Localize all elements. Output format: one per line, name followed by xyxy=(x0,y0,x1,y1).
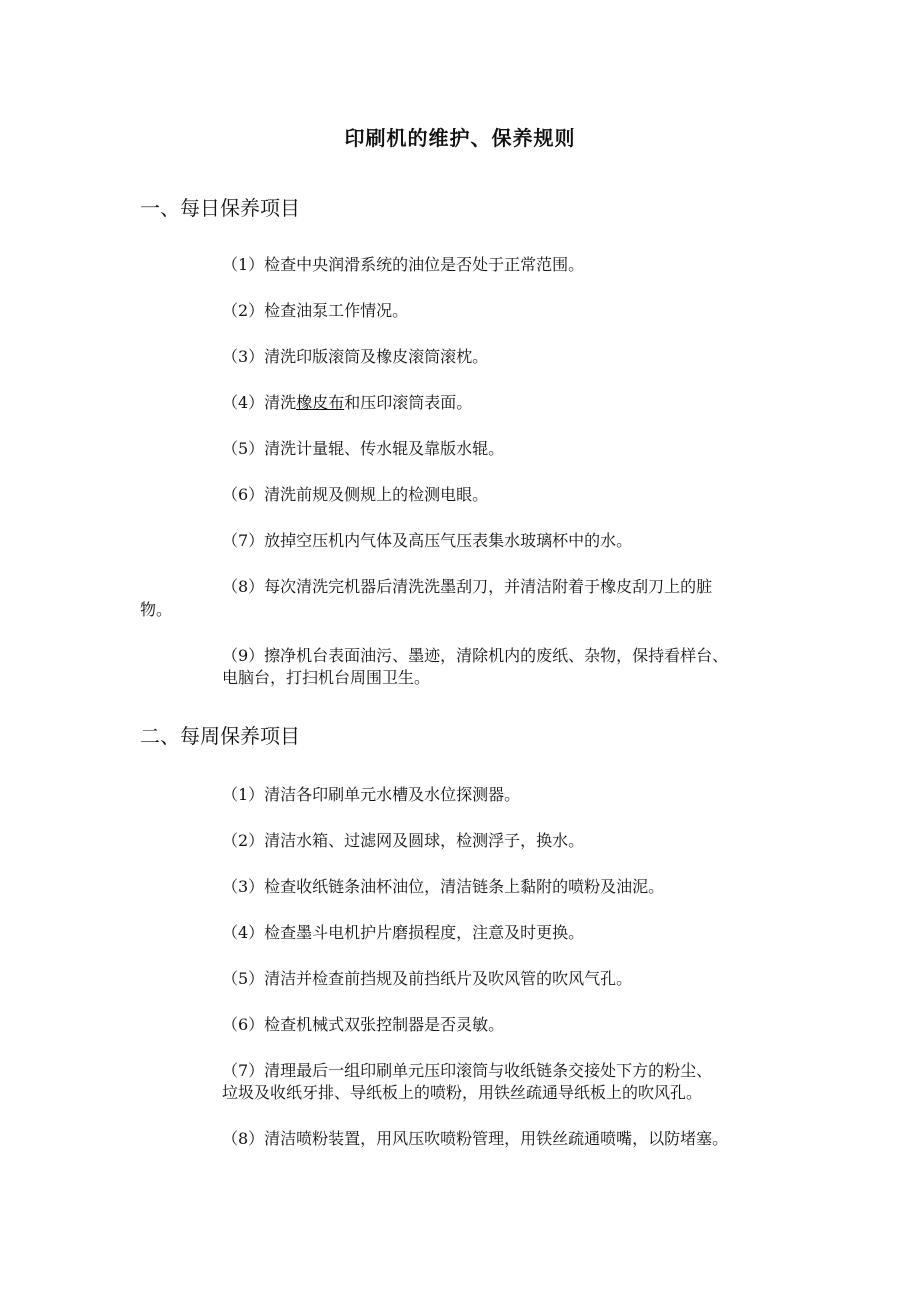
list-item xyxy=(222,645,802,689)
list-item: （3）清洗印版滚筒及橡皮滚筒滚枕。 xyxy=(222,347,489,366)
list-item-line: （8）每次清洗完机器后清洗洗墨刮刀，并清洁附着于橡皮刮刀上的脏 xyxy=(222,577,713,596)
list-item: （1）清洁各印刷单元水槽及水位探测器。 xyxy=(222,785,521,804)
list-item xyxy=(222,1060,802,1104)
list-item: （7）放掉空压机内气体及高压气压表集水玻璃杯中的水。 xyxy=(222,531,633,550)
list-item: （3）检查收纸链条油杯油位，清洁链条上黏附的喷粉及油泥。 xyxy=(222,877,665,896)
list-item-line: 垃圾及收纸牙排、导纸板上的喷粉，用铁丝疏通导纸板上的吹风孔。 xyxy=(222,1083,703,1102)
list-item: （5）清洁并检查前挡规及前挡纸片及吹风管的吹风气孔。 xyxy=(222,969,633,988)
list-item: （2）检查油泵工作情况。 xyxy=(222,301,409,320)
list-item-prefix: （4）清洗 xyxy=(222,393,297,412)
underlined-term: 橡皮布 xyxy=(296,393,345,412)
list-item-line: 电脑台，打扫机台周围卫生。 xyxy=(222,668,431,687)
document-title: 印刷机的维护、保养规则 xyxy=(344,126,576,150)
list-item-line: （9）擦净机台表面油污、墨迹，清除机内的废纸、杂物，保持看样台、 xyxy=(222,646,729,665)
section-heading-weekly: 二、每周保养项目 xyxy=(140,724,300,748)
list-item-suffix: 和压印滚筒表面。 xyxy=(344,393,473,412)
list-item: （1）检查中央润滑系统的油位是否处于正常范围。 xyxy=(222,255,585,274)
list-item: （2）清洁水箱、过滤网及圆球，检测浮子，换水。 xyxy=(222,831,585,850)
list-item: （8）清洁喷粉装置，用风压吹喷粉管理，用铁丝疏通喷嘴，以防堵塞。 xyxy=(222,1129,729,1148)
list-item-line: （7）清理最后一组印刷单元压印滚筒与收纸链条交接处下方的粉尘、 xyxy=(222,1061,713,1080)
list-item: （6）检查机械式双张控制器是否灵敏。 xyxy=(222,1015,505,1034)
list-item xyxy=(222,392,472,414)
section-heading-daily: 一、每日保养项目 xyxy=(140,196,300,220)
list-item: （6）清洗前规及侧规上的检测电眼。 xyxy=(222,485,489,504)
list-item-line: 物。 xyxy=(140,600,173,619)
list-item: （5）清洗计量辊、传水辊及靠版水辊。 xyxy=(222,439,505,458)
list-item: （4）检查墨斗电机护片磨损程度，注意及时更换。 xyxy=(222,923,585,942)
